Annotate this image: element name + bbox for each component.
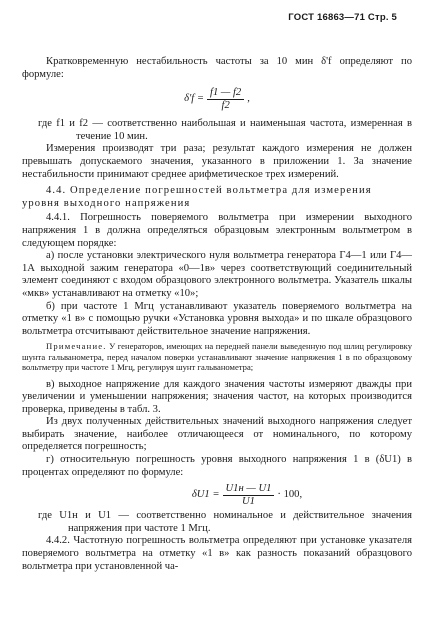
item-a: а) после установки электрического нуля вольтметра генератора Г4—1 или Г4—1А выходной зажим генератора «0—1в» через соответствующий соединительный элемент соединяют с входом образцового электронного вольтметра. Указатель шкалы «мкв» устанавливают на отметку «10»; (22, 250, 412, 299)
instability-formula (22, 87, 412, 112)
formula-tail: , (247, 93, 250, 105)
formula2-tail: · 100, (277, 489, 303, 501)
formula-explanation: где f1 и f2 — соответственно наибольшая и наименьшая частота, измеренная в течение 10 мин. (38, 118, 412, 142)
formula2-fraction (223, 483, 275, 508)
note-label: Примечание. (46, 341, 107, 352)
error-formula (22, 483, 412, 508)
item-b: б) при частоте 1 Мгц устанавливают указатель поверяемого вольтметра на отметку «1 в» с помощью ручки «Установка уровня выхода» и по шкале образцового вольтметра отсчитывают действительное значение напряжения. (22, 300, 412, 337)
formula2-explanation: где U1н и U1 — соответственно номинальное и действительное значения напряжения при частоте 1 Мгц. (38, 510, 412, 534)
page-header: ГОСТ 16863—71 Стр. 5 (288, 12, 397, 23)
selection-paragraph: Из двух полученных действительных значений выходного напряжения следует выбирать значение, наиболее отличающееся от номинального, по которому определяется погрешность; (22, 416, 412, 453)
formula-lhs: δ'f = (184, 93, 205, 105)
intro-paragraph: Кратковременную нестабильность частоты за 10 мин δ'f определяют по формуле: (22, 56, 412, 80)
item-v: в) выходное напряжение для каждого значения частоты измеряют дважды при увеличении и уменьшении напряжения; значения частот, на которых производится проверка, приведены в табл. 3. (22, 378, 412, 415)
formula-fraction (207, 87, 244, 112)
measurement-paragraph: Измерения производят три раза; результат каждого измерения не должен превышать допускаемого значения, указанного в приложении 1. За значение нестабильности принимают среднее арифметическое трех измерений. (22, 143, 412, 180)
paragraph-4-4-2: 4.4.2. Частотную погрешность вольтметра определяют при установке указателя поверяемого вольтметра на отметку «1 в» как разность показаний образцового вольтметра при установленной ча- (22, 535, 412, 572)
formula2-denominator: U1 (241, 496, 255, 508)
item-g: г) относительную погрешность уровня выходного напряжения 1 в (δU1) в процентах определяют по формуле: (22, 454, 412, 478)
formula-numerator: f1 — f2 (207, 87, 244, 100)
section-heading-4-4: 4.4. Определение погрешностей вольтметра для измерения уровня выходного напряжения (22, 185, 372, 209)
formula2-lhs: δU1 = (191, 489, 220, 501)
formula-denominator: f2 (221, 100, 230, 112)
paragraph-4-4-1: 4.4.1. Погрешность поверяемого вольтметра при измерении выходного напряжения 1 в должна определяться образцовым электронным вольтметром в следующем порядке: (22, 212, 412, 249)
note-paragraph (22, 341, 412, 372)
note-text: У генераторов, имеющих на передней панели выведенную под шлиц регулировку шунта гальванометра, перед началом поверки устанавливают значение напряжения 1 в по образцовому вольтметру при частоте 1 Мгц, регулируя шунт гальванометра; (22, 341, 412, 373)
page-content (22, 56, 412, 573)
formula2-numerator: U1н — U1 (223, 483, 275, 496)
